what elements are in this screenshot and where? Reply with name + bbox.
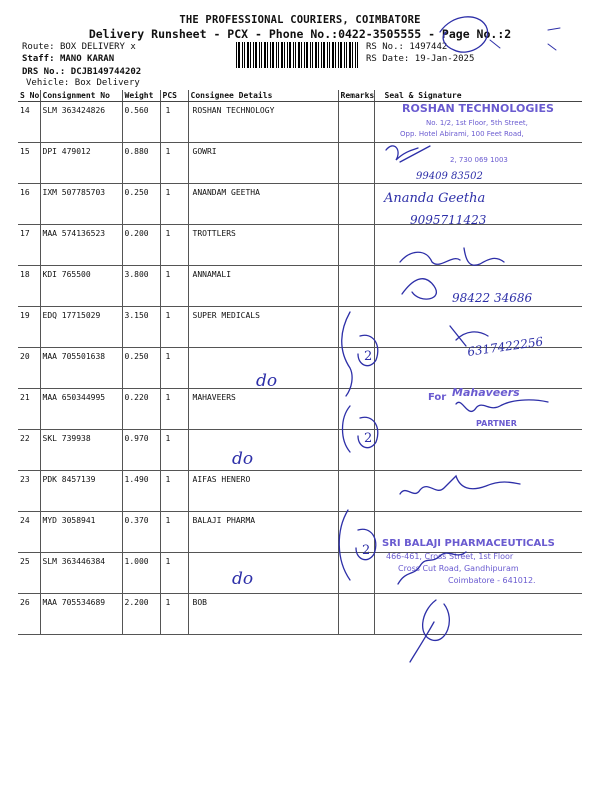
table-row: [18, 512, 582, 553]
cell-sno: 25: [18, 553, 40, 594]
mahaveers-for: For: [428, 392, 447, 403]
cell-weight: 0.220: [122, 389, 160, 430]
cell-consignment: DPI 479012: [40, 143, 122, 184]
roshan-stamp-line1: No. 1/2, 1st Floor, 5th Street,: [426, 119, 528, 127]
cell-consignee: BOB: [188, 594, 338, 635]
table-row: [18, 594, 582, 635]
header-pcs: PCS: [160, 90, 188, 102]
cell-pcs: 1: [160, 143, 188, 184]
rs-date-line: [366, 54, 474, 64]
cell-consignee: MAHAVEERS: [188, 389, 338, 430]
handwritten-phone-18: 98422 34686: [452, 291, 533, 305]
barcode-icon: [236, 42, 358, 68]
cell-remarks: [338, 471, 374, 512]
staff-line: [22, 53, 114, 65]
cell-pcs: 1: [160, 266, 188, 307]
table-row: [18, 389, 582, 430]
cell-consignment: KDI 765500: [40, 266, 122, 307]
route-value: BOX DELIVERY x: [59, 42, 136, 52]
cell-weight: 0.970: [122, 430, 160, 471]
cell-sno: 21: [18, 389, 40, 430]
cell-remarks: [338, 266, 374, 307]
cell-consignment: EDQ 17715029: [40, 307, 122, 348]
rs-no-label: RS No.:: [366, 42, 404, 52]
cell-sno: 15: [18, 143, 40, 184]
roshan-stamp-line2: Opp. Hotel Abirami, 100 Feet Road,: [400, 130, 524, 138]
rs-date-label: RS Date:: [366, 54, 410, 64]
cell-weight: 0.250: [122, 184, 160, 225]
cell-weight: 1.000: [122, 553, 160, 594]
cell-remarks: [338, 553, 374, 594]
cell-remarks: [338, 389, 374, 430]
cell-consignee: GOWRI: [188, 143, 338, 184]
table-row: [18, 553, 582, 594]
staff-value: MANO KARAN: [59, 54, 115, 64]
cell-remarks: [338, 307, 374, 348]
cell-pcs: 1: [160, 225, 188, 266]
cell-remarks: [338, 594, 374, 635]
cell-remarks: [338, 430, 374, 471]
cell-consignee: [188, 348, 338, 389]
handwritten-phone-15: 99409 83502: [416, 171, 483, 182]
cell-consignee: ANNAMALI: [188, 266, 338, 307]
table-row: [18, 225, 582, 266]
cell-sno: 20: [18, 348, 40, 389]
cell-signature: [374, 512, 582, 553]
cell-remarks: [338, 184, 374, 225]
header-remarks: Remarks: [338, 90, 374, 102]
mahaveers-name: Mahaveers: [452, 386, 520, 399]
cell-pcs: 1: [160, 389, 188, 430]
cell-consignment: MYD 3058941: [40, 512, 122, 553]
route-label: Route:: [22, 42, 55, 52]
cell-consignment: MAA 705534689: [40, 594, 122, 635]
cell-signature: [374, 184, 582, 225]
table-row: [18, 307, 582, 348]
cell-sno: 26: [18, 594, 40, 635]
cell-consignment: IXM 507785703: [40, 184, 122, 225]
rs-date-value: 19-Jan-2025: [414, 54, 475, 64]
cell-consignment: PDK 8457139: [40, 471, 122, 512]
cell-consignee: ROSHAN TECHNOLOGY: [188, 102, 338, 143]
cell-consignment: MAA 650344995: [40, 389, 122, 430]
balaji-stamp-line1: 466-461, Cross Street, 1st Floor: [386, 552, 514, 561]
rs-no-value: 1497442: [409, 42, 448, 52]
cell-consignment: SLM 363424826: [40, 102, 122, 143]
header-consignment: Consignment No: [40, 90, 122, 102]
cell-signature: [374, 102, 582, 143]
cell-consignment: SKL 739938: [40, 430, 122, 471]
cell-signature: [374, 225, 582, 266]
cell-weight: 0.250: [122, 348, 160, 389]
cell-weight: 3.800: [122, 266, 160, 307]
balaji-stamp-line2: Cross Cut Road, Gandhipuram: [398, 564, 519, 573]
ditto-row-20: do: [256, 371, 278, 391]
runsheet-title: Delivery Runsheet - PCX - Phone No.:0422-3505555 - Page No.:2: [88, 27, 512, 41]
table-row: [18, 102, 582, 143]
cell-sno: 22: [18, 430, 40, 471]
cell-remarks: [338, 348, 374, 389]
cell-weight: 2.200: [122, 594, 160, 635]
table-row: [18, 266, 582, 307]
cell-consignee: SUPER MEDICALS: [188, 307, 338, 348]
cell-weight: 0.370: [122, 512, 160, 553]
cell-pcs: 1: [160, 430, 188, 471]
cell-remarks: [338, 225, 374, 266]
balaji-stamp-line3: Coimbatore - 641012.: [448, 576, 536, 585]
cell-weight: 1.490: [122, 471, 160, 512]
handwritten-phone-19: 6317422256: [466, 334, 545, 359]
cell-pcs: 1: [160, 553, 188, 594]
cell-pcs: 1: [160, 184, 188, 225]
cell-consignee: ANANDAM GEETHA: [188, 184, 338, 225]
cell-pcs: 1: [160, 594, 188, 635]
cell-signature: [374, 471, 582, 512]
vehicle-label: Vehicle:: [26, 78, 70, 88]
rs-no-line: [366, 42, 447, 52]
balaji-stamp-name: SRI BALAJI PHARMACEUTICALS: [382, 538, 555, 549]
ditto-row-22: do: [232, 449, 254, 469]
cell-weight: 0.200: [122, 225, 160, 266]
vehicle-value: Box Delivery: [74, 78, 140, 88]
cell-sno: 17: [18, 225, 40, 266]
cell-consignee: TROTTLERS: [188, 225, 338, 266]
staff-label: Staff:: [22, 54, 55, 64]
cell-signature: [374, 348, 582, 389]
roshan-stamp-name: ROSHAN TECHNOLOGIES: [402, 102, 554, 115]
table-header-row: [18, 90, 582, 102]
route-line: [22, 41, 136, 53]
table-row: [18, 143, 582, 184]
cell-consignee: AIFAS HENERO: [188, 471, 338, 512]
table-row: [18, 430, 582, 471]
cell-remarks: [338, 102, 374, 143]
ditto-row-25: do: [232, 569, 254, 589]
cell-consignee: BALAJI PHARMA: [188, 512, 338, 553]
handwritten-code-16: 9095711423: [410, 213, 487, 227]
table-row: [18, 184, 582, 225]
cell-signature: [374, 389, 582, 430]
cell-pcs: 1: [160, 102, 188, 143]
company-title: THE PROFESSIONAL COURIERS, COIMBATORE: [179, 14, 421, 26]
cell-signature: [374, 143, 582, 184]
cell-pcs: 1: [160, 307, 188, 348]
cell-consignment: SLM 363446384: [40, 553, 122, 594]
table-row: [18, 348, 582, 389]
cell-weight: 0.560: [122, 102, 160, 143]
cell-signature: [374, 594, 582, 635]
cell-sno: 14: [18, 102, 40, 143]
roshan-stamp-phone: 2, 730 069 1003: [450, 156, 508, 164]
cell-consignee: [188, 430, 338, 471]
cell-sno: 19: [18, 307, 40, 348]
header-sno: S No: [20, 91, 40, 100]
header-weight: Weight: [122, 90, 160, 102]
vehicle-line: [26, 77, 140, 89]
cell-pcs: 1: [160, 512, 188, 553]
cell-signature: [374, 266, 582, 307]
cell-consignee: [188, 553, 338, 594]
drs-value: DCJB149744202: [70, 67, 142, 77]
handwritten-name-16: Ananda Geetha: [384, 191, 486, 206]
cell-signature: [374, 307, 582, 348]
cell-pcs: 1: [160, 471, 188, 512]
cell-signature: [374, 553, 582, 594]
cell-weight: 0.880: [122, 143, 160, 184]
cell-sno: 18: [18, 266, 40, 307]
bracket-count-3: 2: [362, 543, 371, 558]
bracket-count-2: 2: [364, 431, 373, 446]
header-details: Consignee Details: [188, 90, 338, 102]
cell-weight: 3.150: [122, 307, 160, 348]
cell-consignment: MAA 705501638: [40, 348, 122, 389]
cell-remarks: [338, 512, 374, 553]
drs-label: DRS No.:: [22, 67, 66, 77]
cell-consignment: MAA 574136523: [40, 225, 122, 266]
cell-sno: 23: [18, 471, 40, 512]
cell-signature: [374, 430, 582, 471]
cell-remarks: [338, 143, 374, 184]
cell-sno: 16: [18, 184, 40, 225]
cell-sno: 24: [18, 512, 40, 553]
runsheet-table: [18, 90, 582, 635]
mahaveers-partner: PARTNER: [476, 419, 517, 428]
table-row: [18, 471, 582, 512]
cell-pcs: 1: [160, 348, 188, 389]
bracket-count-1: 2: [364, 349, 373, 364]
header-signature: Seal & Signature: [374, 90, 582, 102]
